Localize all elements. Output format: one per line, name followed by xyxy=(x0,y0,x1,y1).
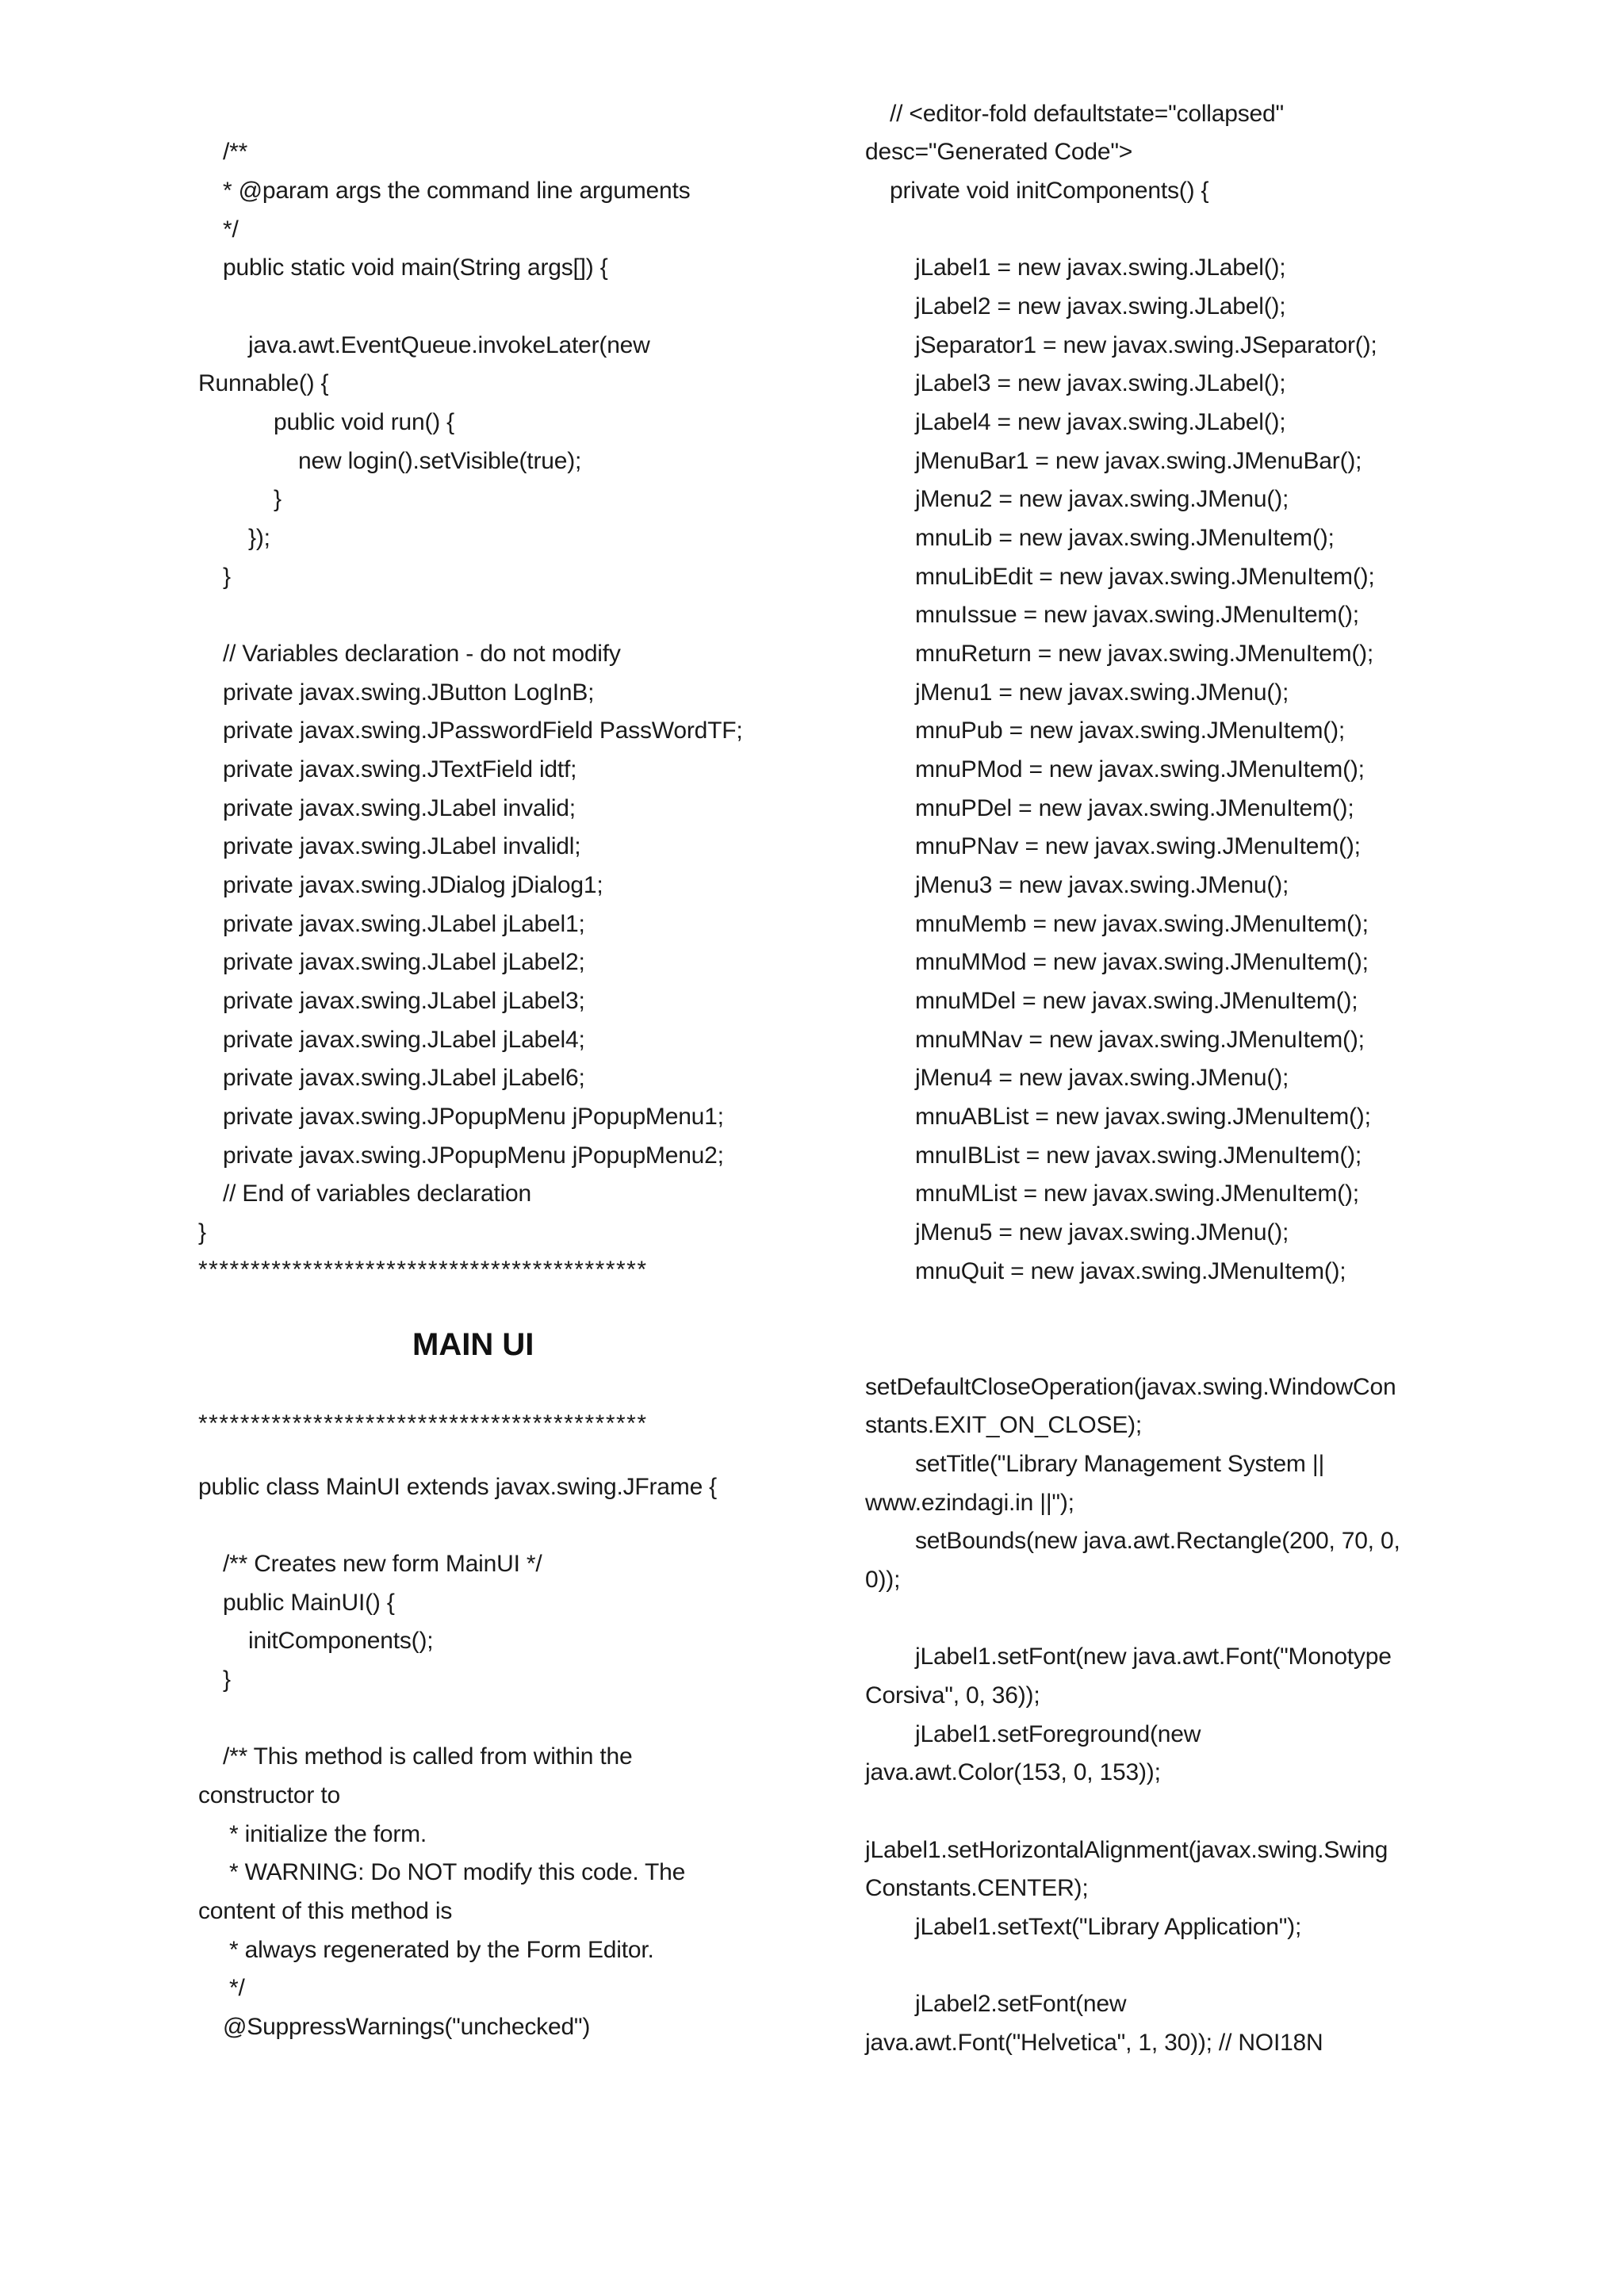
code-line: jLabel1.setText("Library Application"); xyxy=(915,1914,1302,1940)
code-comment: * initialize the form. xyxy=(229,1821,427,1847)
code-line: private javax.swing.JLabel invalidl; xyxy=(223,833,581,859)
code-line: java.awt.EventQueue.invokeLater(new xyxy=(248,332,650,358)
code-line: private javax.swing.JTextField idtf; xyxy=(223,756,577,783)
code-line: }); xyxy=(248,525,270,551)
code-line: /** xyxy=(223,139,248,165)
code-comment: // End of variables declaration xyxy=(223,1181,532,1207)
code-line: } xyxy=(198,1219,206,1246)
code-line: private javax.swing.JPopupMenu jPopupMenu2; xyxy=(223,1142,724,1169)
code-line: jMenu2 = new javax.swing.JMenu(); xyxy=(915,486,1289,512)
code-line: jLabel4 = new javax.swing.JLabel(); xyxy=(915,409,1286,435)
section-heading: MAIN UI xyxy=(412,1327,534,1362)
code-line: stants.EXIT_ON_CLOSE); xyxy=(865,1412,1143,1438)
code-line: mnuLibEdit = new javax.swing.JMenuItem(); xyxy=(915,564,1375,590)
code-line: private javax.swing.JPasswordField PassWordTF; xyxy=(223,718,743,744)
code-line: setDefaultCloseOperation(javax.swing.WindowCon xyxy=(865,1374,1396,1400)
code-line: private javax.swing.JPopupMenu jPopupMenu1; xyxy=(223,1104,724,1130)
code-line: mnuQuit = new javax.swing.JMenuItem(); xyxy=(915,1258,1346,1284)
code-line: jMenu3 = new javax.swing.JMenu(); xyxy=(915,872,1289,898)
asterisk-divider: ******************************************* xyxy=(198,1257,648,1283)
code-line: */ xyxy=(223,216,239,243)
code-line: private javax.swing.JButton LogInB; xyxy=(223,679,595,706)
code-line: * @param args the command line arguments xyxy=(223,178,691,204)
code-line: jLabel1 = new javax.swing.JLabel(); xyxy=(915,254,1286,281)
code-line: private javax.swing.JDialog jDialog1; xyxy=(223,872,603,898)
code-line: new login().setVisible(true); xyxy=(298,448,582,474)
code-line: private javax.swing.JLabel jLabel2; xyxy=(223,949,585,975)
code-line: public void run() { xyxy=(274,409,454,435)
code-line: private void initComponents() { xyxy=(890,178,1209,204)
code-line: setBounds(new java.awt.Rectangle(200, 70, 0, xyxy=(915,1528,1400,1554)
code-comment: // Variables declaration - do not modify xyxy=(223,641,621,667)
code-comment: content of this method is xyxy=(198,1898,453,1924)
asterisk-divider: ******************************************* xyxy=(198,1410,648,1437)
code-line: Constants.CENTER); xyxy=(865,1875,1089,1901)
code-line: jLabel1.setForeground(new xyxy=(915,1721,1201,1747)
code-comment: */ xyxy=(229,1975,245,2001)
code-line: Corsiva", 0, 36)); xyxy=(865,1682,1040,1709)
code-line: public MainUI() { xyxy=(223,1590,395,1616)
code-line: mnuIssue = new javax.swing.JMenuItem(); xyxy=(915,602,1359,628)
code-line: Runnable() { xyxy=(198,370,329,396)
code-comment: constructor to xyxy=(198,1782,340,1808)
code-line: 0)); xyxy=(865,1567,901,1593)
code-line: jLabel1.setHorizontalAlignment(javax.swing.Swing xyxy=(865,1837,1388,1863)
code-line: jMenu1 = new javax.swing.JMenu(); xyxy=(915,679,1289,706)
code-comment: * WARNING: Do NOT modify this code. The xyxy=(229,1859,686,1885)
code-line: jLabel3 = new javax.swing.JLabel(); xyxy=(915,370,1286,396)
code-line: jLabel2 = new javax.swing.JLabel(); xyxy=(915,293,1286,320)
code-line: jLabel1.setFont(new java.awt.Font("Monotype xyxy=(915,1644,1392,1670)
code-line: mnuMDel = new javax.swing.JMenuItem(); xyxy=(915,988,1358,1014)
code-line: private javax.swing.JLabel jLabel6; xyxy=(223,1065,585,1091)
code-line: mnuLib = new javax.swing.JMenuItem(); xyxy=(915,525,1335,551)
code-line: mnuMemb = new javax.swing.JMenuItem(); xyxy=(915,911,1369,937)
code-line: mnuPMod = new javax.swing.JMenuItem(); xyxy=(915,756,1365,783)
code-line: java.awt.Color(153, 0, 153)); xyxy=(865,1759,1161,1785)
code-comment: /** Creates new form MainUI */ xyxy=(223,1551,542,1577)
code-comment: * always regenerated by the Form Editor. xyxy=(229,1937,654,1963)
code-line: mnuPub = new javax.swing.JMenuItem(); xyxy=(915,718,1346,744)
code-comment: /** This method is called from within the xyxy=(223,1743,633,1770)
code-annotation: @SuppressWarnings("unchecked") xyxy=(223,2014,591,2040)
code-line: public class MainUI extends javax.swing.JFrame { xyxy=(198,1474,718,1500)
code-line: setTitle("Library Management System || xyxy=(915,1451,1325,1477)
code-line: mnuPDel = new javax.swing.JMenuItem(); xyxy=(915,795,1354,821)
code-line: jMenu5 = new javax.swing.JMenu(); xyxy=(915,1219,1289,1246)
code-line: private javax.swing.JLabel invalid; xyxy=(223,795,576,821)
code-line: mnuABList = new javax.swing.JMenuItem(); xyxy=(915,1104,1371,1130)
code-line: initComponents(); xyxy=(248,1628,434,1654)
code-line: } xyxy=(274,486,282,512)
code-line: mnuReturn = new javax.swing.JMenuItem(); xyxy=(915,641,1374,667)
code-line: } xyxy=(223,564,231,590)
code-line: private javax.swing.JLabel jLabel3; xyxy=(223,988,585,1014)
code-comment: // <editor-fold defaultstate="collapsed" xyxy=(890,101,1284,127)
code-line: jMenu4 = new javax.swing.JMenu(); xyxy=(915,1065,1289,1091)
code-line: mnuPNav = new javax.swing.JMenuItem(); xyxy=(915,833,1361,859)
code-comment: desc="Generated Code"> xyxy=(865,139,1133,165)
code-line: public static void main(String args[]) { xyxy=(223,254,608,281)
code-line: jLabel2.setFont(new xyxy=(915,1991,1127,2017)
code-line: mnuMMod = new javax.swing.JMenuItem(); xyxy=(915,949,1369,975)
code-line: mnuMList = new javax.swing.JMenuItem(); xyxy=(915,1181,1359,1207)
code-line: java.awt.Font("Helvetica", 1, 30)); // NOI18N xyxy=(865,2030,1323,2056)
code-line: } xyxy=(223,1667,231,1693)
code-line: private javax.swing.JLabel jLabel4; xyxy=(223,1027,585,1053)
code-line: jSeparator1 = new javax.swing.JSeparator(); xyxy=(915,332,1377,358)
code-line: mnuIBList = new javax.swing.JMenuItem(); xyxy=(915,1142,1362,1169)
code-line: mnuMNav = new javax.swing.JMenuItem(); xyxy=(915,1027,1365,1053)
code-line: private javax.swing.JLabel jLabel1; xyxy=(223,911,585,937)
code-line: www.ezindagi.in ||"); xyxy=(865,1490,1074,1516)
code-line: jMenuBar1 = new javax.swing.JMenuBar(); xyxy=(915,448,1362,474)
